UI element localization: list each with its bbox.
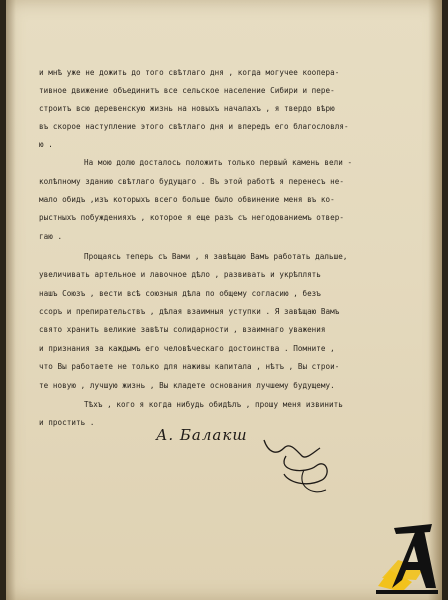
archive-logo-icon <box>372 520 442 596</box>
text-line-1: и мнѣ уже не дожить до того свѣтлаго дня , когда могучее коопера- <box>39 68 340 77</box>
text-line-19: Тѣхъ , кого я когда нибудь обидѣлъ , прошу меня извинить <box>84 400 343 409</box>
text-line-5: ю . <box>39 140 53 149</box>
document-page <box>6 0 442 600</box>
handwritten-signature <box>156 422 346 502</box>
text-line-15: свято хранить великие завѣты солидарности , взаимнаго уважения <box>39 325 326 334</box>
text-line-8: мало обидъ ,изъ которыхъ всего больше было обвинение меня въ ко- <box>39 195 335 204</box>
text-line-6: На мою долю досталось положить только первый камень вели - <box>84 158 353 167</box>
text-line-2: тивное движение объединитъ все сельское население Сибири и пере- <box>39 86 335 95</box>
text-line-17: что Вы работаете не только для наживы капитала , нѣтъ , Вы строи- <box>39 362 340 371</box>
text-line-20: и простить . <box>39 418 95 427</box>
text-line-4: въ скорое наступление этого свѣтлаго дня и впередъ его благословля- <box>39 122 349 131</box>
signature-text: А. Балакш <box>156 426 248 444</box>
text-line-11: Прощаясь теперь съ Вами , я завѣщаю Вамъ работать дальше, <box>84 252 348 261</box>
text-line-9: рыстныхъ побужденияхъ , которое я еще разъ съ негодованиемъ отвер- <box>39 213 345 222</box>
text-line-18: те новую , лучшую жизнь , Вы кладете основания лучшему будущему. <box>39 381 335 390</box>
text-line-12: увеличивать артельное и лавочное дѣло , развивать и укрѣплять <box>39 270 321 279</box>
text-line-16: и признания за каждымъ его человѣческаго достоинства . Помните , <box>39 344 335 353</box>
text-line-7: колѣпному зданию свѣтлаго будущаго . Въ этой работѣ я перенесъ не- <box>39 177 345 186</box>
text-line-13: нашъ Союзъ , вести всѣ союзныя дѣла по общему согласию , безъ <box>39 289 321 298</box>
text-line-10: гаю . <box>39 232 63 241</box>
text-line-3: строитъ всю деревенскую жизнь на новыхъ началахъ , я твердо вѣрю <box>39 104 335 113</box>
text-line-14: ссоръ и препирательствъ , дѣлая взаимныя уступки . Я завѣщаю Вамъ <box>39 307 340 316</box>
